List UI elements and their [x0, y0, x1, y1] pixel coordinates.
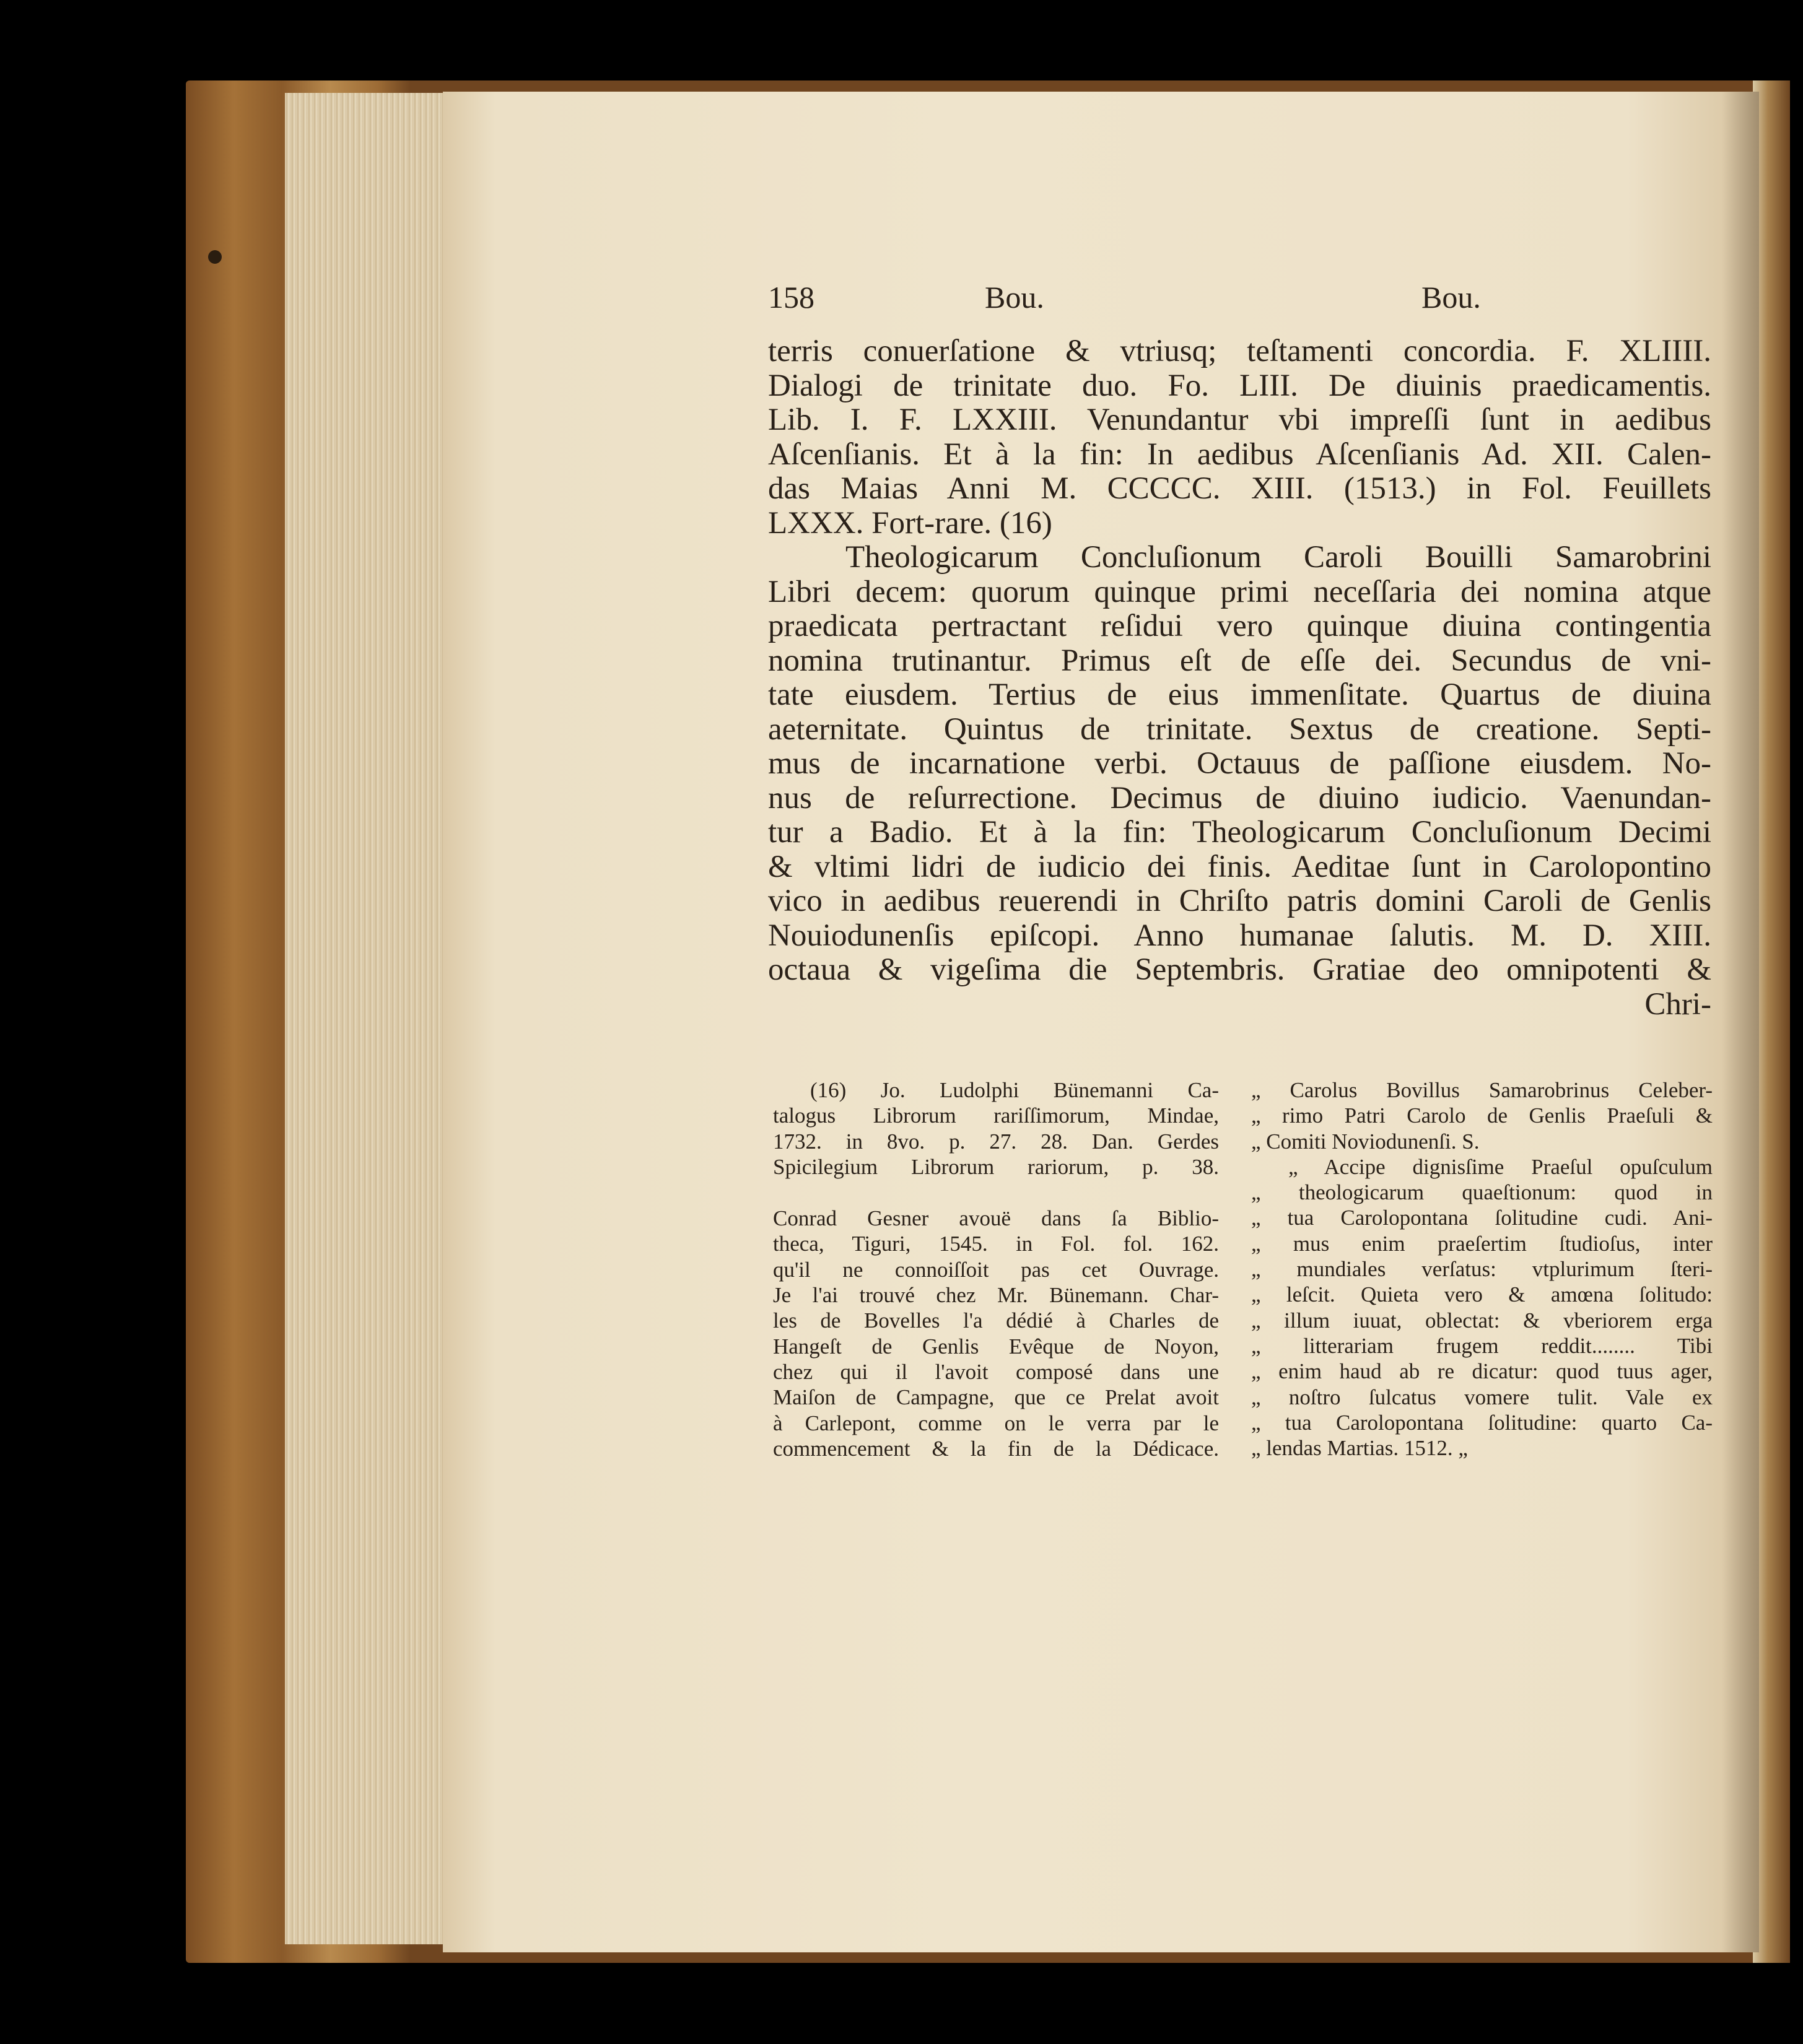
text-line: tur a Badio. Et à la fin: Theologicarum Concluſionum Decimi: [768, 815, 1711, 850]
footnote-line: „ noſtro ſulcatus vomere tulit. Vale ex: [1251, 1385, 1713, 1409]
footnote-line: Je l'ai trouvé chez Mr. Bünemann. Char-: [773, 1283, 1219, 1308]
text-line: Lib. I. F. LXXIII. Venundantur vbi impreſſi ſunt in aedibus: [768, 403, 1711, 437]
footnote-line: Maiſon de Campagne, que ce Prelat avoit: [773, 1385, 1219, 1410]
page-gutter-shadow: [1722, 92, 1759, 1952]
footnote-line: „ mus enim praeſertim ſtudioſus, inter: [1251, 1231, 1713, 1256]
text-line: vico in aedibus reuerendi in Chriſto patris domini Caroli de Genlis: [768, 884, 1711, 918]
footnote-line: Spicilegium Librorum rariorum, p. 38.: [773, 1154, 1219, 1179]
footnote-line: Hangeſt de Genlis Evêque de Noyon,: [773, 1334, 1219, 1359]
text-line: nomina trutinantur. Primus eſt de eſſe dei. Secundus de vni-: [768, 643, 1711, 678]
text-line: octaua & vigeſima die Septembris. Gratiae deo omnipotenti &: [768, 953, 1711, 987]
footnote-right-column: [1251, 1077, 1713, 1461]
footnote-line: talogus Librorum rariſſimorum, Mindae,: [773, 1103, 1219, 1128]
footnote-line: „ theologicarum quaeſtionum: quod in: [1251, 1180, 1713, 1205]
text-line: praedicata pertractant reſidui vero quinque diuina contingentia: [768, 609, 1711, 643]
footnote-line: „ lendas Martias. 1512. „: [1251, 1436, 1468, 1461]
page-fore-edge: [285, 93, 446, 1944]
footnote-line: „ litterariam frugem reddit........ Tibi: [1251, 1333, 1713, 1358]
footnote-line: Conrad Gesner avouë dans ſa Biblio-: [773, 1206, 1219, 1231]
footnote-line: chez qui il l'avoit composé dans une: [773, 1359, 1219, 1384]
text-line: Theologicarum Concluſionum Caroli Bouilli Samarobrini: [845, 541, 1711, 575]
paragraph-gap: [773, 1180, 1219, 1206]
footnote-line: „ tua Carolopontana ſolitudine cudi. Ani-: [1251, 1206, 1713, 1230]
text-line: das Maias Anni M. CCCCC. XIII. (1513.) in Fol. Feuillets: [768, 472, 1711, 506]
footnote-line: 1732. in 8vo. p. 27. 28. Dan. Gerdes: [773, 1129, 1219, 1154]
footnote-line: „ Comiti Noviodunenſi. S.: [1251, 1129, 1480, 1154]
text-line: tate eiusdem. Tertius de eius immenſitate. Quartus de diuina: [768, 678, 1711, 712]
text-line: mus de incarnatione verbi. Octauus de paſſione eiusdem. No-: [768, 747, 1711, 781]
footnote-line: qu'il ne connoiſſoit pas cet Ouvrage.: [773, 1257, 1219, 1282]
footnote-line: les de Bovelles l'a dédié à Charles de: [773, 1308, 1219, 1333]
footnote-line: „ Carolus Bovillus Samarobrinus Celeber-: [1251, 1078, 1713, 1102]
page-number: 158: [768, 280, 814, 315]
text-line: LXXX. Fort-rare. (16): [768, 506, 1052, 541]
footnote-line: „ mundiales verſatus: vtplurimum ſteri-: [1251, 1257, 1713, 1282]
running-head-right: Bou.: [1421, 280, 1481, 315]
running-head-left: Bou.: [985, 280, 1044, 315]
footnote-line: „ leſcit. Quieta vero & amœna ſolitudo:: [1251, 1282, 1713, 1307]
footnote-left-column: [773, 1077, 1219, 1461]
text-line: aeternitate. Quintus de trinitate. Sextus de creatione. Septi-: [768, 712, 1711, 747]
footnote-line: „ illum iuuat, oblectat: & vberiorem erga: [1251, 1308, 1713, 1333]
main-text-block: [768, 334, 1711, 1022]
text-line: & vltimi lidri de iudicio dei finis. Aeditae ſunt in Carolopontino: [768, 850, 1711, 884]
footnote-line: commencement & la fin de la Dédicace.: [773, 1436, 1219, 1461]
text-line: Dialogi de trinitate duo. Fo. LIII. De diuinis praedicamentis.: [768, 368, 1711, 403]
cover-nail-head: [208, 250, 222, 264]
footnote-line: „ enim haud ab re dicatur: quod tuus ager,: [1251, 1359, 1713, 1384]
catchword: Chri-: [1644, 987, 1711, 1022]
footnote-line: theca, Tiguri, 1545. in Fol. fol. 162.: [773, 1232, 1219, 1256]
footnote-line: (16) Jo. Ludolphi Bünemanni Ca-: [810, 1078, 1219, 1102]
text-line: terris conuerſatione & vtriusq; teſtamenti concordia. F. XLIIII.: [768, 334, 1711, 368]
footnote-line: „ Accipe dignisſime Praeſul opuſculum: [1288, 1154, 1713, 1179]
text-line: Aſcenſianis. Et à la fin: In aedibus Aſcenſianis Ad. XII. Calen-: [768, 437, 1711, 472]
text-line: nus de reſurrectione. Decimus de diuino iudicio. Vaenundan-: [768, 781, 1711, 815]
text-line: Nouiodunenſis epiſcopi. Anno humanae ſalutis. M. D. XIII.: [768, 918, 1711, 953]
footnote-line: „ tua Carolopontana ſolitudine: quarto Ca-: [1251, 1410, 1713, 1435]
footnote-line: „ rimo Patri Carolo de Genlis Praeſuli &: [1251, 1103, 1713, 1128]
footnote-line: à Carlepont, comme on le verra par le: [773, 1411, 1219, 1435]
text-line: Libri decem: quorum quinque primi neceſſaria dei nomina atque: [768, 575, 1711, 609]
